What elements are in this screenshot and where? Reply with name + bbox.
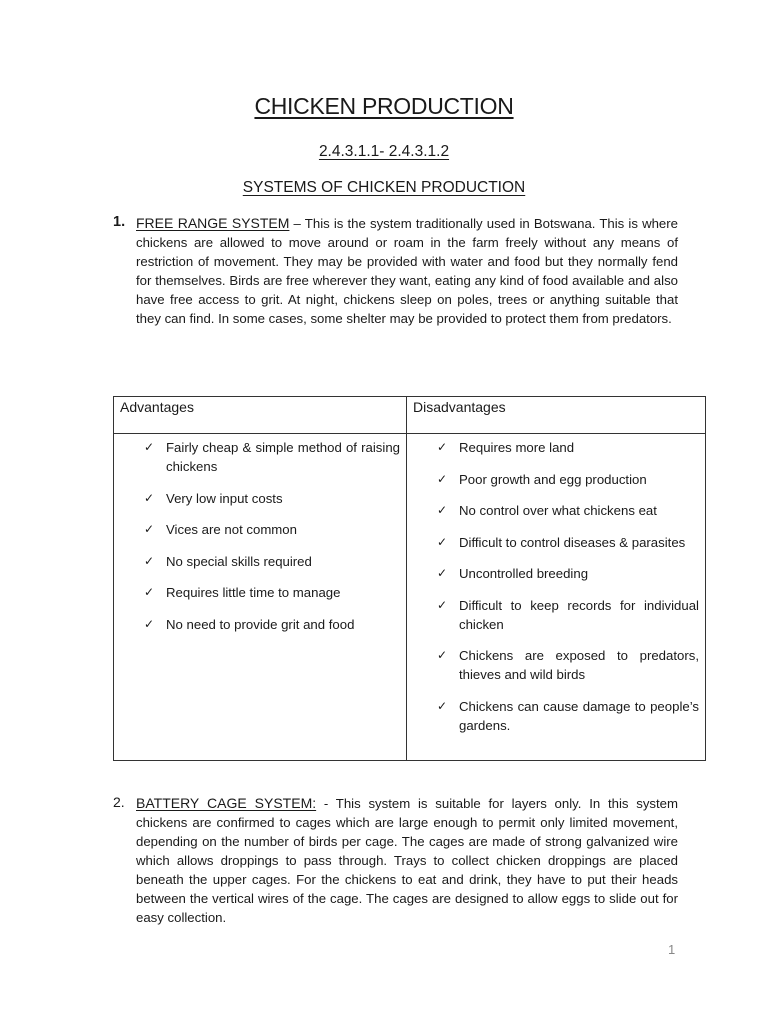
section-code: 2.4.3.1.1- 2.4.3.1.2 [318, 143, 450, 160]
list-item: ✓ Difficult to keep records for individual chicken [437, 597, 699, 632]
advantages-table [113, 396, 706, 761]
free-range-heading: FREE RANGE SYSTEM [136, 215, 290, 231]
disadvantages-cell [407, 434, 706, 761]
list-item: ✓ Vices are not common [144, 522, 297, 537]
list-item: ✓ Fairly cheap & simple method of raising chickens [144, 440, 400, 474]
advantages-header: Advantages [114, 397, 407, 434]
check-icon: ✓ [437, 534, 448, 549]
check-icon: ✓ [144, 490, 155, 505]
list-item: ✓ No control over what chickens eat [437, 503, 657, 518]
section-heading: SYSTEMS OF CHICKEN PRODUCTION [242, 179, 526, 196]
list-item: ✓ No need to provide grit and food [144, 616, 355, 632]
battery-cage-heading: BATTERY CAGE SYSTEM: [136, 795, 317, 811]
check-icon: ✓ [437, 471, 448, 486]
check-icon: ✓ [144, 522, 155, 536]
list-item: ✓ Requires little time to manage [144, 585, 341, 600]
check-icon: ✓ [437, 503, 448, 517]
page-number: 1 [668, 942, 676, 957]
list-item: ✓ Chickens can cause damage to people’s gardens. [437, 698, 699, 733]
check-icon: ✓ [144, 440, 155, 454]
check-icon: ✓ [144, 553, 155, 568]
list-item: ✓ Uncontrolled breeding [437, 566, 589, 581]
table-row [114, 434, 706, 761]
list-item: ✓ Chickens are exposed to predators, thieves and wild birds [437, 648, 699, 682]
list-item: ✓ Poor growth and egg production [437, 471, 647, 487]
check-icon: ✓ [437, 597, 448, 612]
free-range-text: – This is the system traditionally used in Botswana. This is where chickens are allowed to move around or roam in the farm freely without any means of restriction of movement. They may be provided with water and food but they normally fend for themselves. Birds are free wherever they want, eating any kind of food available and also have free access to grit. At night, chickens sleep on poles, trees or anything suitable that they can find. In some cases, some shelter may be provided to protect them from predators. [136, 216, 678, 326]
list-item: ✓ Difficult to control diseases & parasites [437, 534, 686, 550]
disadvantages-header: Disadvantages [407, 397, 706, 434]
list-item: ✓ Requires more land [437, 440, 575, 455]
check-icon: ✓ [144, 616, 155, 631]
page-title: CHICKEN PRODUCTION [254, 93, 514, 119]
disadvantages-list [413, 438, 699, 735]
battery-cage-paragraph [136, 794, 678, 927]
check-icon: ✓ [437, 440, 448, 454]
item-number-1: 1. [113, 214, 126, 230]
list-item: ✓ No special skills required [144, 553, 312, 569]
advantages-list [120, 438, 400, 634]
check-icon: ✓ [437, 648, 448, 662]
check-icon: ✓ [144, 585, 155, 599]
table-header-row [114, 397, 706, 434]
list-item: ✓ Very low input costs [144, 490, 283, 506]
check-icon: ✓ [437, 566, 448, 580]
advantages-cell [114, 434, 407, 761]
item-number-2: 2. [113, 794, 125, 810]
battery-cage-text: - This system is suitable for layers only. In this system chickens are confirmed to cages which are large enough to permit only limited movement, depending on the number of birds per cage. The cages are made of strong galvanized wire which allows droppings to pass through. Trays to collect chicken droppings are placed beneath the upper cages. For the chickens to eat and drink, they have to put their heads between the vertical wires of the cage. The cages are designed to allow eggs to slide out for easy collection. [136, 796, 678, 925]
free-range-paragraph [136, 214, 678, 328]
check-icon: ✓ [437, 698, 448, 713]
